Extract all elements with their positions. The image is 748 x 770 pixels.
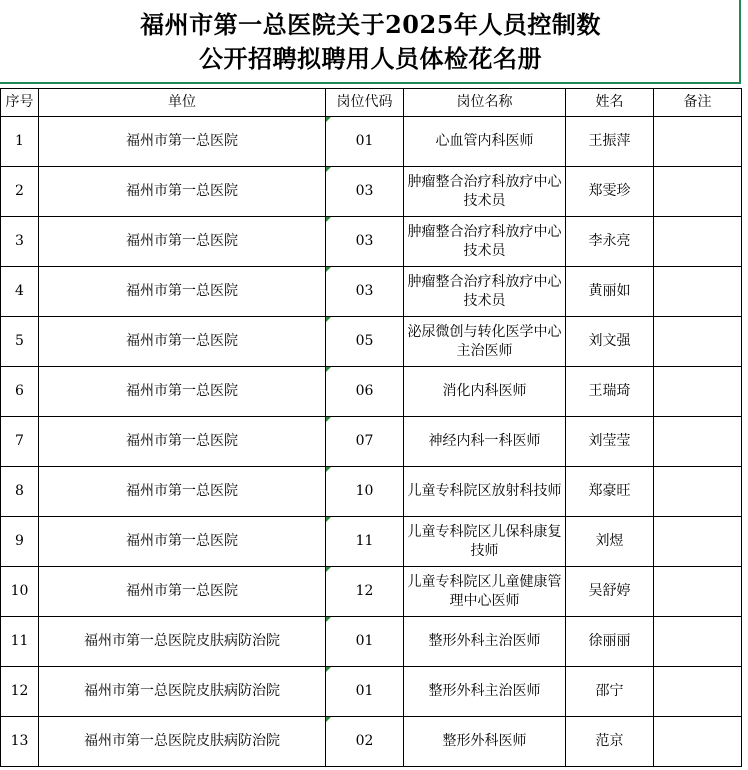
cell-position: 肿瘤整合治疗科放疗中心技术员: [404, 267, 566, 317]
cell-remark: [654, 467, 742, 517]
table-row: [1, 217, 742, 267]
cell-index: 7: [1, 417, 39, 467]
cell-code: 02: [326, 717, 404, 767]
table-row: [1, 667, 742, 717]
cell-position: 消化内科医师: [404, 367, 566, 417]
cell-index: 12: [1, 667, 39, 717]
cell-name: 刘文强: [566, 317, 654, 367]
cell-unit: 福州市第一总医院: [39, 367, 326, 417]
cell-unit: 福州市第一总医院皮肤病防治院: [39, 667, 326, 717]
table-row: [1, 267, 742, 317]
cell-unit: 福州市第一总医院皮肤病防治院: [39, 617, 326, 667]
cell-unit: 福州市第一总医院: [39, 167, 326, 217]
cell-remark: [654, 367, 742, 417]
cell-name: 吴舒婷: [566, 567, 654, 617]
cell-name: 李永亮: [566, 217, 654, 267]
cell-name: 徐丽丽: [566, 617, 654, 667]
cell-position: 肿瘤整合治疗科放疗中心技术员: [404, 167, 566, 217]
cell-remark: [654, 217, 742, 267]
cell-index: 3: [1, 217, 39, 267]
table-row: [1, 517, 742, 567]
cell-unit: 福州市第一总医院皮肤病防治院: [39, 717, 326, 767]
cell-index: 11: [1, 617, 39, 667]
cell-index: 9: [1, 517, 39, 567]
cell-index: 5: [1, 317, 39, 367]
cell-remark: [654, 417, 742, 467]
header-position: 岗位名称: [404, 89, 566, 117]
cell-code: 06: [326, 367, 404, 417]
cell-position: 整形外科主治医师: [404, 617, 566, 667]
cell-code: 03: [326, 267, 404, 317]
table-row: [1, 617, 742, 667]
cell-code: 03: [326, 217, 404, 267]
cell-code: 10: [326, 467, 404, 517]
cell-position: 儿童专科院区放射科技师: [404, 467, 566, 517]
cell-remark: [654, 617, 742, 667]
cell-unit: 福州市第一总医院: [39, 217, 326, 267]
header-code: 岗位代码: [326, 89, 404, 117]
cell-code: 01: [326, 667, 404, 717]
cell-position: 儿童专科院区儿童健康管理中心医师: [404, 567, 566, 617]
cell-remark: [654, 717, 742, 767]
cell-name: 邵宁: [566, 667, 654, 717]
cell-index: 6: [1, 367, 39, 417]
cell-unit: 福州市第一总医院: [39, 317, 326, 367]
cell-code: 01: [326, 617, 404, 667]
cell-name: 黄丽如: [566, 267, 654, 317]
cell-remark: [654, 517, 742, 567]
cell-remark: [654, 167, 742, 217]
cell-code: 01: [326, 117, 404, 167]
cell-code: 11: [326, 517, 404, 567]
table-row: [1, 317, 742, 367]
cell-name: 范京: [566, 717, 654, 767]
cell-unit: 福州市第一总医院: [39, 567, 326, 617]
cell-position: 心血管内科医师: [404, 117, 566, 167]
cell-code: 05: [326, 317, 404, 367]
table-row: [1, 367, 742, 417]
cell-position: 整形外科主治医师: [404, 667, 566, 717]
cell-unit: 福州市第一总医院: [39, 267, 326, 317]
header-name: 姓名: [566, 89, 654, 117]
cell-code: 03: [326, 167, 404, 217]
cell-code: 12: [326, 567, 404, 617]
table-row: [1, 117, 742, 167]
cell-unit: 福州市第一总医院: [39, 517, 326, 567]
cell-remark: [654, 117, 742, 167]
header-row: [1, 89, 742, 117]
title-line-2: 公开招聘拟聘用人员体检花名册: [199, 44, 542, 73]
header-index: 序号: [1, 89, 39, 117]
cell-position: 神经内科一科医师: [404, 417, 566, 467]
cell-position: 肿瘤整合治疗科放疗中心技术员: [404, 217, 566, 267]
cell-remark: [654, 317, 742, 367]
table-row: [1, 167, 742, 217]
cell-name: 王振萍: [566, 117, 654, 167]
cell-unit: 福州市第一总医院: [39, 467, 326, 517]
cell-index: 10: [1, 567, 39, 617]
cell-position: 整形外科医师: [404, 717, 566, 767]
document-title: [0, 0, 741, 84]
cell-code: 07: [326, 417, 404, 467]
header-remark: 备注: [654, 89, 742, 117]
cell-index: 13: [1, 717, 39, 767]
cell-unit: 福州市第一总医院: [39, 417, 326, 467]
cell-index: 1: [1, 117, 39, 167]
cell-name: 刘煜: [566, 517, 654, 567]
cell-remark: [654, 267, 742, 317]
table-row: [1, 567, 742, 617]
cell-name: 王瑞琦: [566, 367, 654, 417]
cell-index: 4: [1, 267, 39, 317]
table-row: [1, 417, 742, 467]
title-line-1: 福州市第一总医院关于2025年人员控制数: [140, 10, 601, 39]
table-row: [1, 467, 742, 517]
cell-name: 郑豪旺: [566, 467, 654, 517]
cell-index: 8: [1, 467, 39, 517]
cell-unit: 福州市第一总医院: [39, 117, 326, 167]
table-row: [1, 717, 742, 767]
cell-position: 泌尿微创与转化医学中心主治医师: [404, 317, 566, 367]
cell-index: 2: [1, 167, 39, 217]
header-unit: 单位: [39, 89, 326, 117]
cell-position: 儿童专科院区儿保科康复技师: [404, 517, 566, 567]
cell-name: 郑雯珍: [566, 167, 654, 217]
roster-table: [0, 88, 742, 767]
cell-name: 刘莹莹: [566, 417, 654, 467]
cell-remark: [654, 667, 742, 717]
table-body: [1, 117, 742, 767]
cell-remark: [654, 567, 742, 617]
